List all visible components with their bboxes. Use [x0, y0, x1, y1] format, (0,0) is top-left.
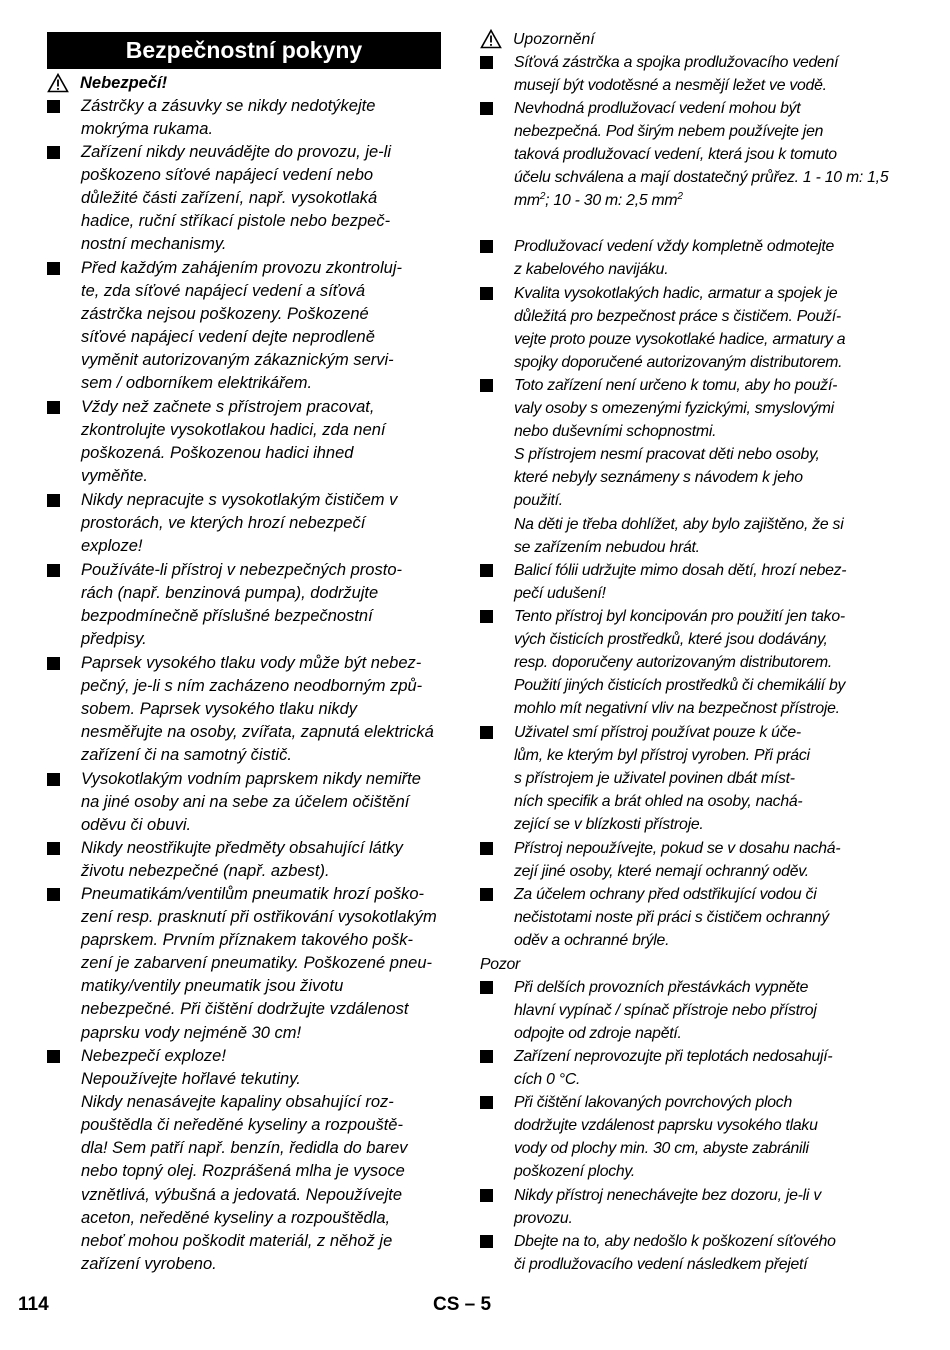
list-item-line: matiky/ventily pneumatik jsou životu	[81, 977, 344, 996]
list-item	[480, 1184, 880, 1230]
list-item-line: Nebezpečí exploze!	[81, 1047, 226, 1065]
list-item	[47, 396, 445, 488]
list-item-line: dla! Sem patří např. benzín, ředidla do barev	[81, 1139, 408, 1158]
list-item-line: bezpodmínečně příslušné bezpečnostní	[81, 607, 373, 626]
danger-heading	[47, 72, 445, 95]
list-item	[47, 141, 445, 256]
list-item-line: Nikdy nenasávejte kapaliny obsahující roz-	[81, 1093, 394, 1112]
list-item	[47, 883, 445, 1045]
list-item-line: Nikdy přístroj nenechávejte bez dozoru, je-li v	[514, 1187, 821, 1204]
bullet-square-icon	[47, 262, 60, 275]
list-item	[480, 721, 880, 836]
list-item-line: nebezpečná. Pod širým nebem používejte jen	[514, 123, 824, 141]
bullet-square-icon	[480, 981, 493, 994]
list-item-line: na jiné osoby ani na sebe za účelem očištění	[81, 793, 410, 812]
list-item-line: mokrýma rukama.	[81, 120, 214, 139]
list-item-line: poškození plochy.	[514, 1163, 636, 1181]
list-item	[480, 976, 880, 1045]
list-item-line: účelu schválena a mají dostatečný průřez. 1 - 10 m: 1,5	[514, 169, 889, 187]
list-item-line: vejte proto pouze vysokotlaké hadice, armatury a	[514, 331, 846, 349]
list-item-line: S přístrojem nesmí pracovat děti nebo osoby,	[514, 446, 820, 464]
list-item-line: Nikdy neostřikujte předměty obsahující látky	[81, 839, 403, 857]
list-item-line: poškozeno síťové napájecí vedení nebo	[81, 166, 374, 185]
list-item-line: $mm^2$; 10 - 30 m: 2,5 $mm^2$	[514, 191, 683, 210]
list-item	[480, 883, 880, 952]
list-item-line: Zařízení nikdy neuvádějte do provozu, je-li	[81, 143, 392, 161]
bullet-square-icon	[480, 240, 493, 253]
list-item	[47, 1045, 445, 1276]
list-item-line: Při delších provozních přestávkách vypněte	[514, 979, 809, 996]
list-item	[480, 605, 880, 720]
bullet-square-icon	[47, 564, 60, 577]
danger-label: Nebezpečí!	[80, 74, 168, 92]
list-item-line: Před každým zahájením provozu zkontroluj-	[81, 259, 402, 277]
list-item-line: Nevhodná prodlužovací vedení mohou být	[514, 100, 801, 117]
list-item	[47, 95, 445, 141]
list-item-line: dodržujte vzdálenost paprsku vysokého tlaku	[514, 1117, 818, 1135]
list-item-line: nostní mechanismy.	[81, 235, 227, 254]
list-item	[480, 282, 880, 374]
bullet-square-icon	[480, 1096, 493, 1109]
list-item-line: ních specifik a brát ohled na osoby, nachá-	[514, 793, 803, 811]
list-item-line: spojky doporučené autorizovaným distributorem.	[514, 354, 843, 372]
list-item	[480, 1091, 880, 1183]
list-item-line: se zařízením nebudou hrát.	[514, 538, 700, 556]
bullet-square-icon	[47, 888, 60, 901]
list-item-line: které nebyly seznámeny s návodem k jeho	[514, 469, 803, 487]
list-item-line: Na děti je třeba dohlížet, aby bylo zajištěno, že si	[514, 515, 844, 533]
list-item-line: vých čisticích prostředků, které jsou dodávány,	[514, 631, 828, 649]
list-item-line: te, zda síťové napájecí vedení a síťová	[81, 282, 366, 301]
list-item-line: paprsku vody nejméně 30 cm!	[81, 1023, 302, 1042]
list-item-line: neboť mohou poškodit materiál, z něhož je	[81, 1231, 393, 1250]
list-item-line: Nikdy nepracujte s vysokotlakým čističem v	[81, 491, 398, 509]
list-item-line: důležitá pro bezpečnost práce s čističem. Použí-	[514, 308, 841, 326]
list-item-line: Prodlužovací vedení vždy kompletně odmotejte	[514, 238, 835, 255]
list-item-line: zení je zabarvení pneumatiky. Poškozené pneu-	[81, 954, 432, 973]
list-item-line: nebo topný olej. Rozprášená mlha je vysoce	[81, 1162, 405, 1181]
list-item-line: Zařízení neprovozujte při teplotách nedosahují-	[514, 1048, 833, 1065]
list-item-line: z kabelového navijáku.	[514, 261, 669, 279]
bullet-square-icon	[47, 773, 60, 786]
list-item-line: pouštědla či neředěné kyseliny a rozpouště-	[81, 1116, 403, 1135]
list-item-line: Nepoužívejte hořlavé tekutiny.	[81, 1070, 301, 1089]
list-item	[47, 489, 445, 558]
list-item-line: s přístrojem je uživatel povinen dbát míst-	[514, 770, 795, 788]
list-item	[47, 768, 445, 837]
list-item-line: Síťová zástrčka a spojka prodlužovacího vedení	[514, 54, 839, 71]
list-item-line: paprskem. Prvním příznakem takového pošk-	[81, 931, 413, 950]
list-item	[47, 257, 445, 396]
bullet-square-icon	[480, 610, 493, 623]
list-item	[47, 652, 445, 767]
list-item-line: zení resp. prasknutí při ostřikování vysokotlakým	[81, 908, 437, 927]
bullet-square-icon	[480, 1050, 493, 1063]
list-item-line: vyměňte.	[81, 467, 148, 486]
section-label: CS – 5	[433, 1294, 492, 1315]
list-item-line: cích 0 °C.	[514, 1071, 581, 1089]
list-item-line: Při čištění lakovaných povrchových ploch	[514, 1094, 792, 1111]
list-item-line: sobem. Paprsek vysokého tlaku nikdy	[81, 700, 358, 719]
list-item	[480, 235, 880, 281]
bullet-square-icon	[480, 56, 493, 69]
list-item-line: resp. doporučeny autorizovaným distributorem.	[514, 654, 833, 672]
list-item-line: předpisy.	[81, 630, 147, 649]
list-item-line: oděvu či obuvi.	[81, 816, 192, 835]
bullet-square-icon	[47, 494, 60, 507]
list-item-line: mohlo mít negativní vliv na bezpečnost přístroje.	[514, 700, 840, 718]
list-item-line: vznětlivá, výbušná a jedovatá. Nepoužívejte	[81, 1185, 403, 1204]
list-item-line: důležité části zařízení, např. vysokotlaká	[81, 189, 378, 208]
bullet-square-icon	[47, 146, 60, 159]
list-item-line: Balicí fólii udržujte mimo dosah dětí, hrozí nebez-	[514, 562, 847, 579]
warning-triangle-icon	[480, 29, 502, 49]
warning-label: Upozornění	[513, 31, 595, 48]
list-item-line: Tento přístroj byl koncipován pro použití jen tako-	[514, 608, 845, 625]
list-item-line: zejí jiné osoby, které nemají ochranný oděv.	[514, 863, 809, 881]
bullet-square-icon	[47, 657, 60, 670]
list-item-line: odpojte od zdroje napětí.	[514, 1025, 682, 1043]
bullet-square-icon	[480, 888, 493, 901]
list-item-line: rách (např. benzinová pumpa), dodržujte	[81, 584, 379, 603]
list-item-line: valy osoby s omezenými fyzickými, smyslovými	[514, 400, 834, 418]
bullet-square-icon	[480, 842, 493, 855]
list-item-line: aceton, neředěné kyseliny a rozpouštědla,	[81, 1208, 391, 1227]
bullet-square-icon	[480, 287, 493, 300]
list-item-line: Přístroj nepoužívejte, pokud se v dosahu nachá-	[514, 840, 841, 857]
list-item	[480, 51, 880, 97]
list-item	[480, 837, 880, 883]
list-item-line: Používáte-li přístroj v nebezpečných prosto-	[81, 561, 402, 579]
list-item-line: či prodlužovacího vedení následkem přejetí	[514, 1256, 808, 1274]
list-item-line: taková prodlužovací vedení, která jsou k tomuto	[514, 146, 837, 164]
list-item-line: Uživatel smí přístroj používat pouze k úče-	[514, 724, 801, 741]
list-item-line: použití.	[514, 492, 563, 510]
bullet-square-icon	[480, 564, 493, 577]
list-item-line: nebezpečné. Při čištění dodržujte vzdálenost	[81, 1000, 409, 1019]
list-item	[480, 97, 889, 212]
list-item-line: musejí být vodotěsné a nesmějí ležet ve vodě.	[514, 77, 827, 95]
list-item-line: nesměřujte na osoby, zvířata, zapnutá elektrická	[81, 723, 434, 742]
list-item	[480, 559, 880, 605]
bullet-square-icon	[47, 1050, 60, 1063]
list-item-line: Použití jiných čisticích prostředků či chemikálií by	[514, 677, 846, 695]
list-item-line: zkontrolujte vysokotlakou hadici, zda není	[81, 421, 386, 440]
list-item-line: pečí udušení!	[514, 585, 606, 603]
list-item-line: Kvalita vysokotlakých hadic, armatur a spojek je	[514, 285, 838, 302]
list-item-line: Zástrčky a zásuvky se nikdy nedotýkejte	[81, 97, 376, 115]
list-item	[480, 1230, 880, 1276]
list-item-line: nebo duševními schopnostmi.	[514, 423, 717, 441]
warning-triangle-icon	[47, 73, 69, 93]
list-item-line: vody od plochy min. 30 cm, abyste zabránili	[514, 1140, 809, 1158]
bullet-square-icon	[480, 1189, 493, 1202]
bullet-square-icon	[480, 379, 493, 392]
page-title: Bezpečnostní pokyny	[47, 32, 441, 69]
bullet-square-icon	[47, 100, 60, 113]
list-item-line: exploze!	[81, 537, 143, 556]
list-item-line: oděv a ochranné brýle.	[514, 932, 670, 950]
list-item-line: pečný, je-li s ním zacházeno neodborným způ-	[81, 677, 423, 696]
list-item-line: Vždy než začnete s přístrojem pracovat,	[81, 398, 375, 416]
list-item-line: životu nebezpečné (např. azbest).	[81, 862, 330, 881]
list-item-line: Pneumatikám/ventilům pneumatik hrozí poško-	[81, 885, 424, 903]
list-item-line: hlavní vypínač / spínač přístroje nebo přístroj	[514, 1002, 817, 1020]
bullet-square-icon	[480, 726, 493, 739]
list-item-line: Vysokotlakým vodním paprskem nikdy nemiřte	[81, 770, 421, 788]
list-item	[480, 374, 880, 559]
list-item	[47, 559, 445, 651]
list-item-line: sem / odborníkem elektrikářem.	[81, 374, 313, 393]
caution-label: Pozor	[480, 956, 521, 973]
list-item-line: zařízení vyrobeno.	[81, 1254, 217, 1273]
bullet-square-icon	[480, 102, 493, 115]
bullet-square-icon	[47, 842, 60, 855]
warning-heading	[480, 28, 880, 51]
list-item	[480, 1045, 880, 1091]
list-item-line: Za účelem ochrany před odstřikující vodou či	[514, 886, 817, 903]
page-number: 114	[18, 1294, 49, 1315]
list-item-line: provozu.	[514, 1210, 573, 1228]
bullet-square-icon	[480, 1235, 493, 1248]
bullet-square-icon	[47, 401, 60, 414]
list-item-line: zařízení či na samotný čistič.	[81, 746, 292, 765]
list-item-line: síťové napájecí vedení dejte neprodleně	[81, 328, 375, 347]
list-item-line: Paprsek vysokého tlaku vody může být nebez-	[81, 654, 422, 672]
list-item-line: zející se v blízkosti přístroje.	[514, 816, 704, 834]
list-item-line: Toto zařízení není určeno k tomu, aby ho použí-	[514, 377, 838, 394]
list-item-line: prostorách, ve kterých hrozí nebezpečí	[81, 514, 366, 533]
list-item-line: poškozená. Poškozenou hadici ihned	[81, 444, 354, 463]
list-item-line: zástrčka nejsou poškozeny. Poškozené	[81, 305, 369, 324]
list-item-line: vyměnit autorizovaným zákaznickým servi-	[81, 351, 394, 370]
list-item-line: hadice, ruční stříkací pistole nebo bezpeč-	[81, 212, 391, 231]
list-item-line: Dbejte na to, aby nedošlo k poškození síťového	[514, 1233, 836, 1250]
list-item	[47, 837, 445, 883]
list-item-line: nečistotami noste při práci s čističem ochranný	[514, 909, 829, 927]
list-item-line: lům, ke kterým byl přístroj vyroben. Při práci	[514, 747, 810, 765]
